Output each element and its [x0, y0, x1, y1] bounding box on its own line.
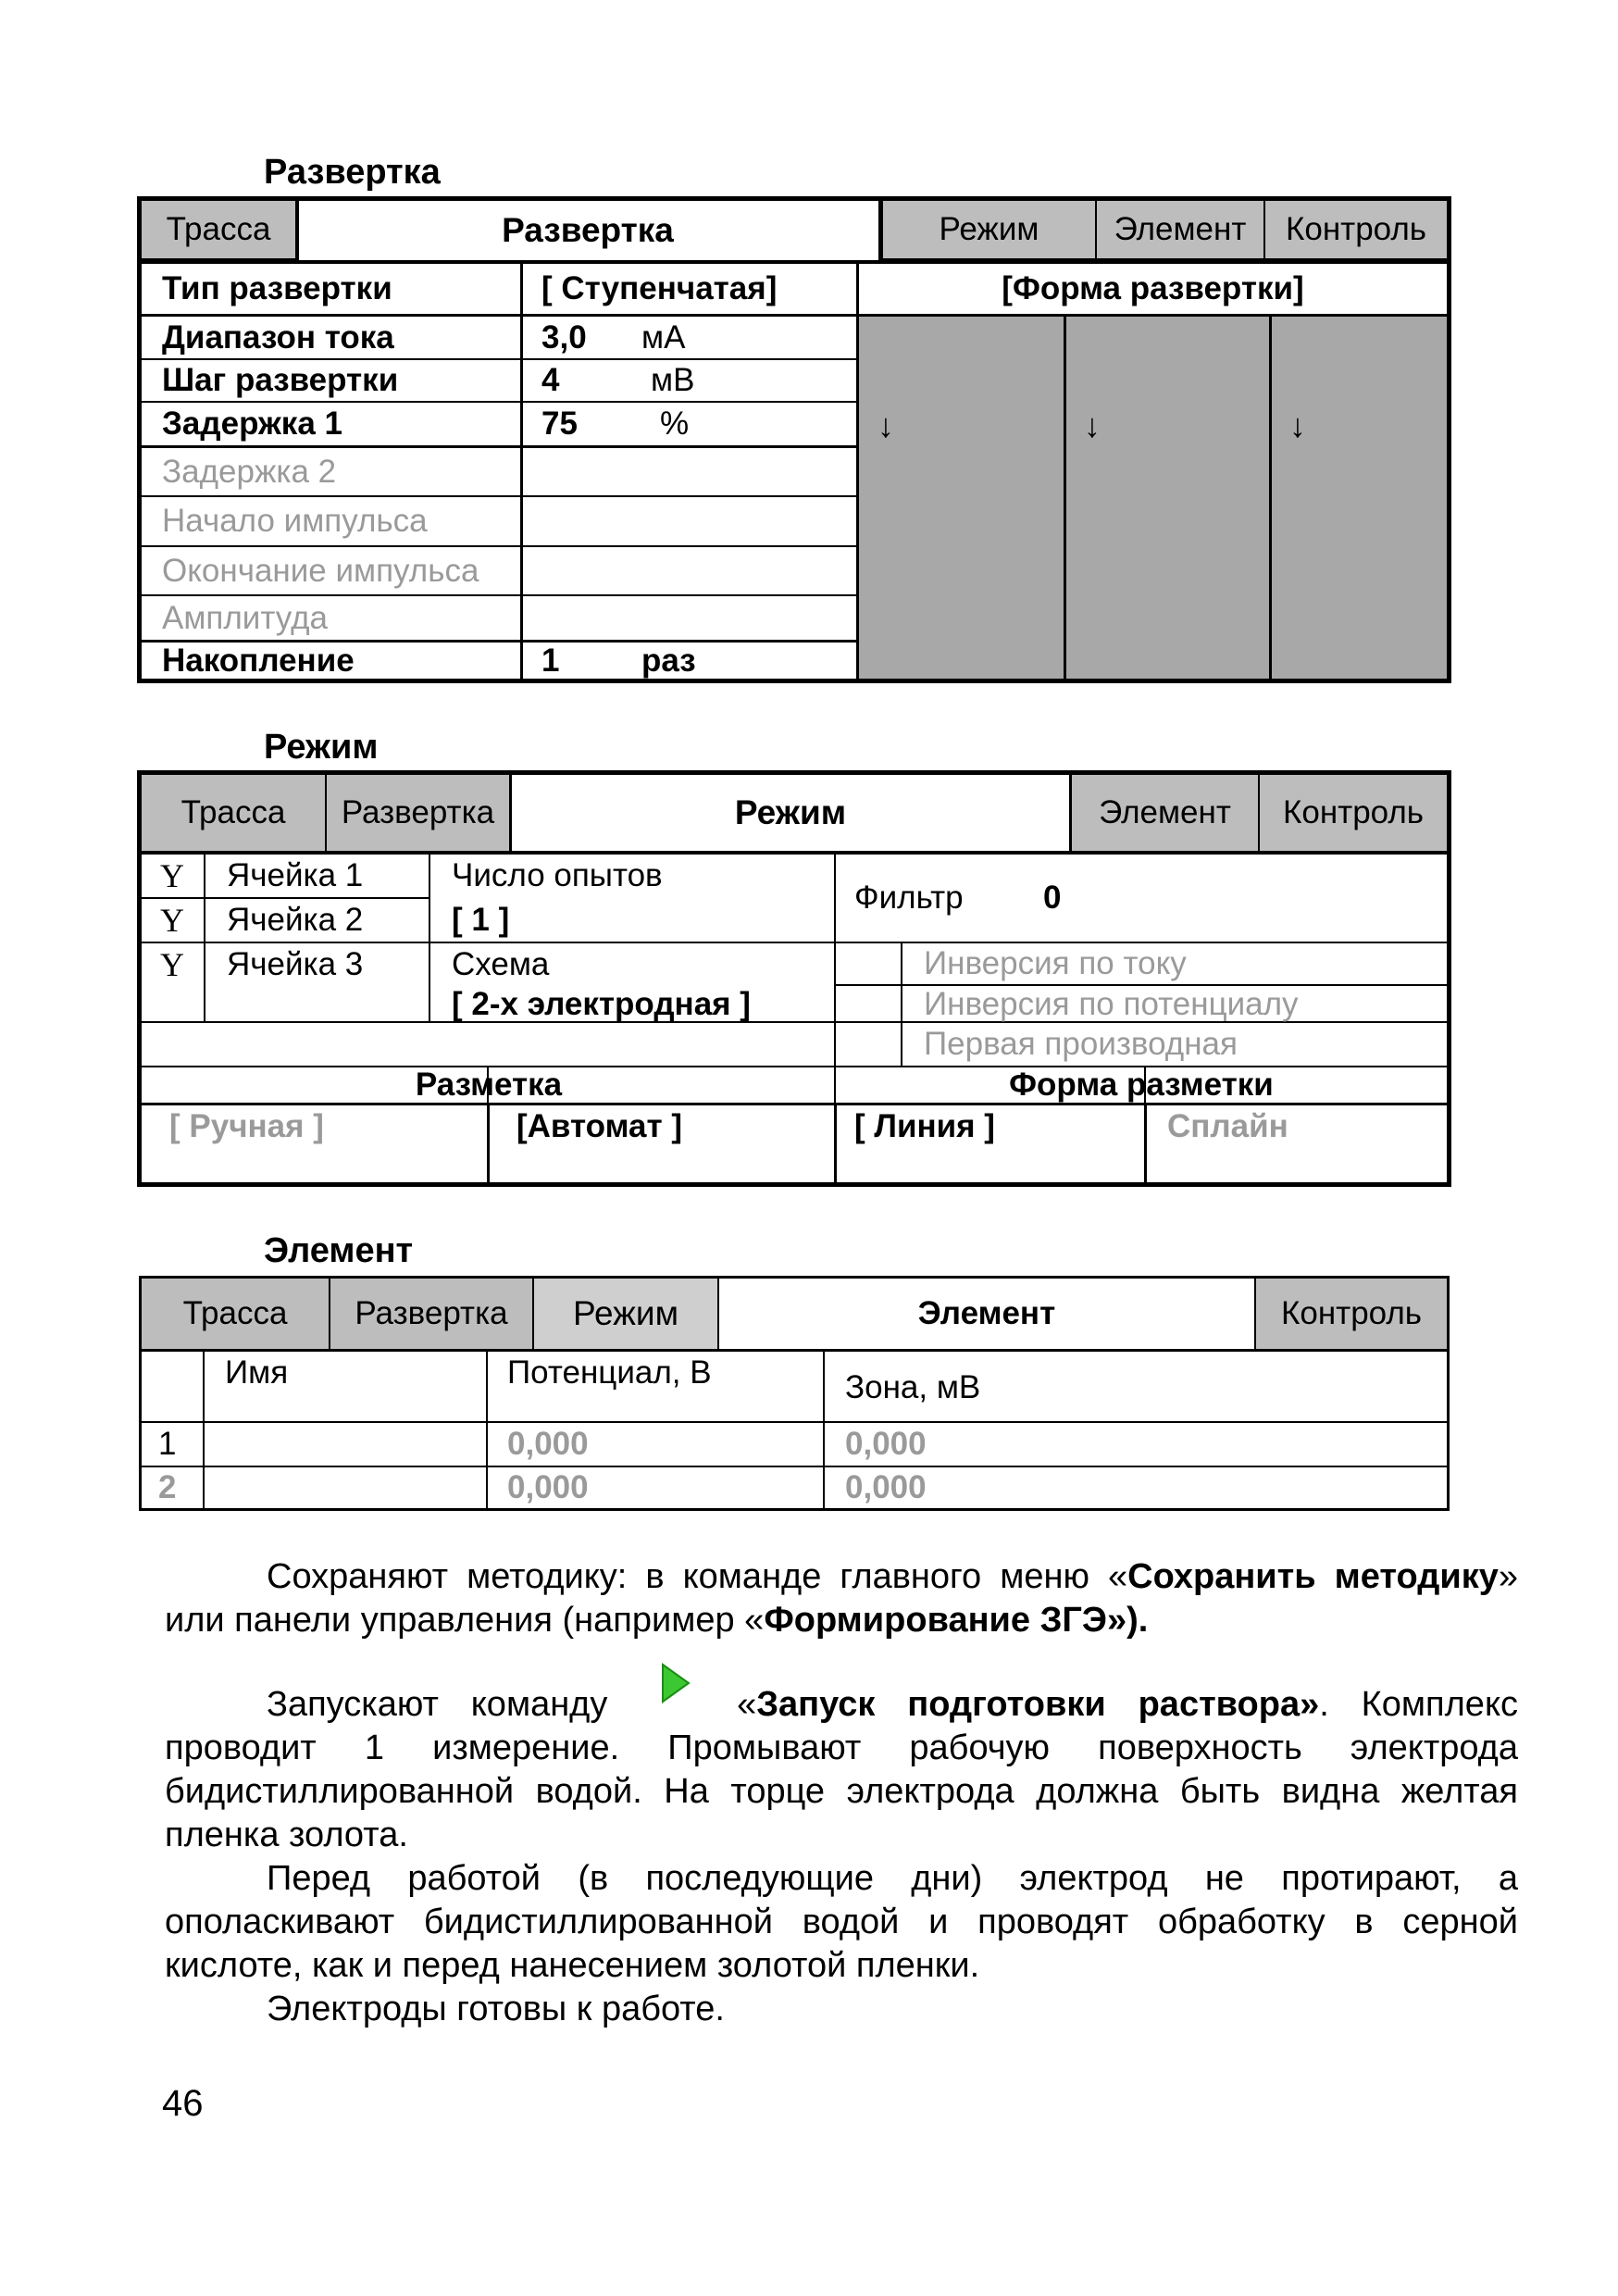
auto-option[interactable]: [Автомат ]: [517, 1108, 682, 1144]
scheme-label: Схема: [452, 946, 550, 982]
delay1-label: Задержка 1: [162, 406, 342, 442]
row-number: 1: [158, 1426, 177, 1462]
row2-zone[interactable]: 0,000: [845, 1469, 927, 1505]
step-value[interactable]: 4: [541, 362, 560, 398]
paragraph-ready: Электроды готовы к работе.: [267, 1990, 725, 2028]
tab-element-active[interactable]: Элемент: [917, 1295, 1056, 1331]
tab-trace[interactable]: Трасса: [142, 201, 297, 260]
amplitude-label: Амплитуда: [162, 600, 328, 636]
option-checkbox[interactable]: [836, 943, 901, 984]
paragraph-before-work: Перед работой (в последующие дни) электрод не протирают, а ополаскивают бидистиллированной водой и проводят обработку в серной кислоте, как и перед нанесением золотой пленки.: [165, 1859, 1518, 1985]
pulse-start-label: Начало импульса: [162, 503, 428, 539]
delay2-label: Задержка 2: [162, 454, 337, 490]
tab-sweep-active[interactable]: Развертка: [502, 211, 674, 249]
range-label: Диапазон тока: [162, 319, 394, 356]
row-number: 2: [158, 1469, 177, 1505]
experiments-value[interactable]: [ 1 ]: [452, 902, 510, 938]
sweep-type-label: Тип развертки: [162, 270, 392, 306]
spline-option[interactable]: Сплайн: [1167, 1108, 1288, 1144]
cell1-checkbox[interactable]: Y: [160, 857, 184, 894]
page-number: 46: [162, 2083, 204, 2124]
delay1-unit: %: [660, 406, 690, 442]
element-panel: [139, 1276, 1450, 1511]
tab-control[interactable]: Контроль: [1265, 201, 1447, 260]
col-potential-header: Потенциал, В: [507, 1354, 712, 1391]
accum-label: Накопление: [162, 643, 355, 679]
cell2-checkbox[interactable]: Y: [160, 902, 184, 939]
cell3-checkbox[interactable]: Y: [160, 946, 184, 983]
manual-option[interactable]: [ Ручная ]: [169, 1108, 324, 1144]
cell1-label: Ячейка 1: [227, 857, 364, 893]
tab-sweep[interactable]: Развертка: [330, 1279, 534, 1349]
tab-mode-active[interactable]: Режим: [734, 793, 847, 831]
tab-control[interactable]: Контроль: [1260, 775, 1447, 851]
arrow-down-icon[interactable]: ↓: [1084, 406, 1101, 444]
tab-mode[interactable]: Режим: [878, 201, 1097, 260]
sweep-type-value[interactable]: [ Ступенчатая]: [541, 270, 778, 306]
potential-inversion-option[interactable]: Инверсия по потенциалу: [924, 986, 1299, 1022]
arrow-down-icon[interactable]: ↓: [1289, 406, 1306, 444]
arrow-down-icon[interactable]: ↓: [877, 406, 894, 444]
row2-potential[interactable]: 0,000: [507, 1469, 589, 1505]
row1-potential[interactable]: 0,000: [507, 1426, 589, 1462]
col-name-header: Имя: [225, 1354, 289, 1391]
tab-element[interactable]: Элемент: [1069, 775, 1260, 851]
step-label: Шаг развертки: [162, 362, 399, 398]
sweep-panel: [137, 196, 1451, 683]
pulse-end-label: Окончание импульса: [162, 553, 479, 589]
tab-element[interactable]: Элемент: [1097, 201, 1265, 260]
cell3-label: Ячейка 3: [227, 946, 364, 982]
line-option[interactable]: [ Линия ]: [854, 1108, 995, 1144]
filter-label: Фильтр: [854, 880, 964, 916]
mode-panel: [137, 770, 1451, 1187]
sweep-form-label: [Форма развертки]: [1002, 270, 1304, 306]
row1-zone[interactable]: 0,000: [845, 1426, 927, 1462]
current-inversion-option[interactable]: Инверсия по току: [924, 945, 1187, 981]
tab-trace[interactable]: Трасса: [142, 775, 327, 851]
step-unit: мВ: [651, 362, 695, 398]
filter-value[interactable]: 0: [1043, 880, 1062, 916]
tab-mode[interactable]: Режим: [534, 1279, 719, 1349]
sweep-heading: Развертка: [264, 153, 441, 192]
cell2-label: Ячейка 2: [227, 902, 364, 938]
play-icon[interactable]: [640, 1683, 704, 1720]
scheme-value[interactable]: [ 2-х электродная ]: [452, 986, 751, 1022]
tab-control[interactable]: Контроль: [1254, 1279, 1447, 1349]
paragraph-save: Сохраняют методику: в команде главного меню «Сохранить методику» или панели управления (например «Формирование ЗГЭ»).: [165, 1557, 1519, 1640]
tab-trace[interactable]: Трасса: [142, 1279, 330, 1349]
range-unit: мА: [641, 319, 686, 356]
marking-form-label: Форма разметки: [1009, 1067, 1274, 1103]
mode-heading: Режим: [264, 728, 379, 767]
sweep-form-preview: [859, 317, 1447, 679]
experiments-label: Число опытов: [452, 857, 663, 893]
first-derivative-option[interactable]: Первая производная: [924, 1026, 1238, 1062]
range-value[interactable]: 3,0: [541, 319, 587, 356]
accum-value[interactable]: 1: [541, 643, 560, 679]
marking-label: Разметка: [415, 1067, 563, 1103]
tab-sweep[interactable]: Развертка: [327, 775, 512, 851]
col-zone-header: Зона, мВ: [845, 1369, 981, 1405]
element-heading: Элемент: [264, 1231, 414, 1270]
accum-unit: раз: [641, 643, 696, 679]
paragraph-run: Запускают команду «Запуск подготовки раствора». Комплекс проводит 1 измерение. Промывают рабочую поверхность электрода бидистиллированной водой. На торце электрода должна быть видна желтая пленка золота. Перед работой (в последующие дни) электрод не протирают, а ополаскивают бидистиллированной водой и проводят обработку в серной кислоте, как и перед нанесением золотой пленки. Электроды готовы к работе.: [165, 1683, 1518, 2031]
delay1-value[interactable]: 75: [541, 406, 578, 442]
